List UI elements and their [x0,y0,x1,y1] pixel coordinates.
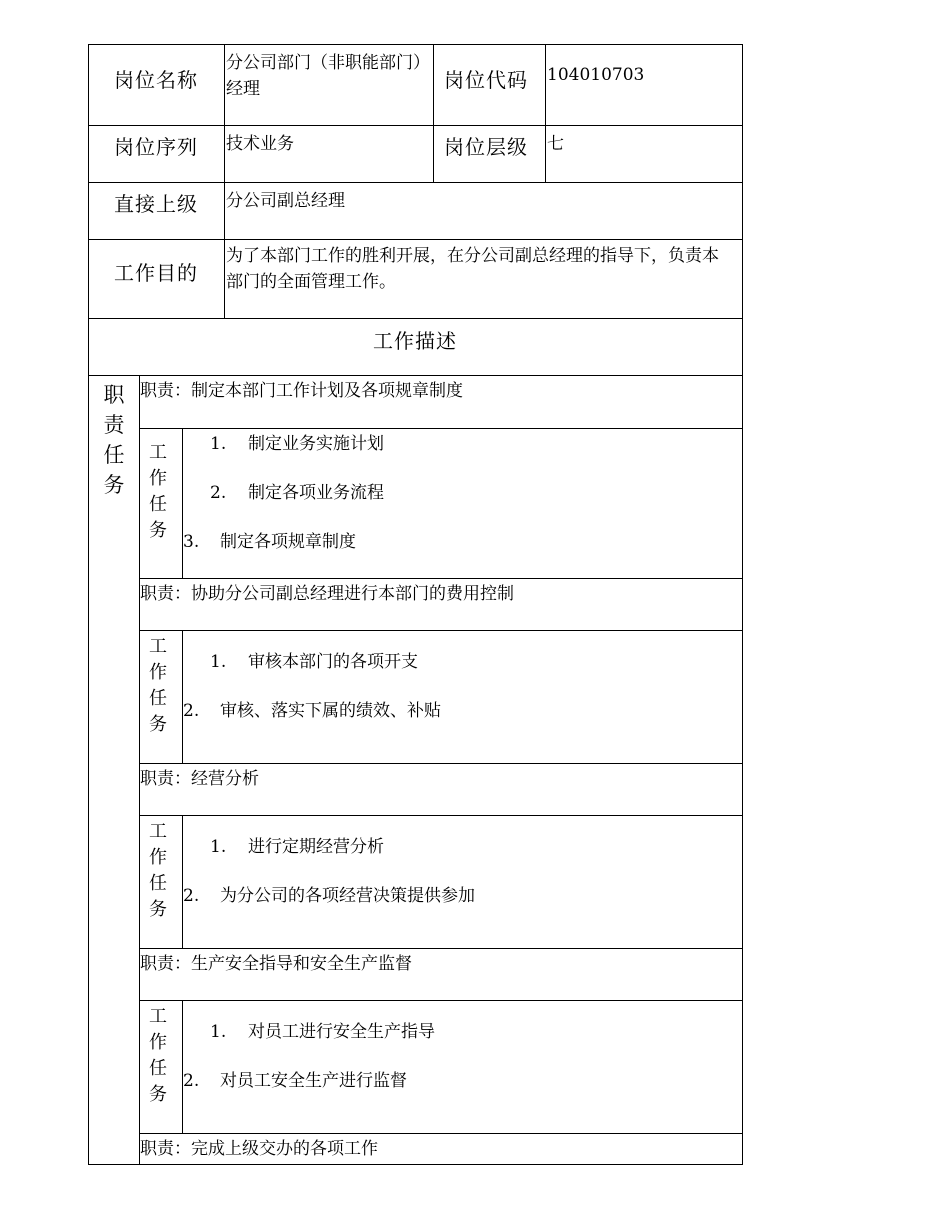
col-divider [182,630,183,764]
task-text: 进行定期经营分析 [248,837,384,857]
task-number: 3. [183,532,200,552]
task-text: 审核本部门的各项开支 [248,652,418,672]
purpose-label: 工作目的 [114,261,198,285]
task-text: 审核、落实下属的绩效、补贴 [220,701,441,721]
task-number: 1. [210,652,227,672]
task-number: 1. [210,1022,227,1042]
position-code-label: 岗位代码 [444,68,528,92]
row-divider [88,182,743,183]
superior-label: 直接上级 [114,192,198,216]
position-code-value: 104010703 [547,65,645,85]
duty-title: 职责：生产安全指导和安全生产监督 [140,954,412,974]
side-label: 职责任务 [103,383,125,497]
task-text: 制定各项规章制度 [220,532,356,552]
superior-value: 分公司副总经理 [226,191,345,211]
row-divider [139,763,743,764]
task-number: 2. [210,483,227,503]
row-divider [139,948,743,949]
task-text: 为分公司的各项经营决策提供参加 [220,886,475,906]
row-divider [88,239,743,240]
table-border-bottom [88,1164,743,1165]
row-divider [139,428,743,429]
row-divider [139,1000,743,1001]
col-divider [545,44,546,183]
row-divider [139,1133,743,1134]
task-label: 工作任务 [149,636,167,735]
task-text: 对员工安全生产进行监督 [220,1071,407,1091]
task-label: 工作任务 [149,442,167,541]
row-divider [139,815,743,816]
duty-title: 职责：协助分公司副总经理进行本部门的费用控制 [140,584,514,604]
duty-title: 职责：完成上级交办的各项工作 [140,1139,378,1159]
sequence-label: 岗位序列 [114,135,198,159]
col-divider [224,44,225,319]
task-number: 1. [210,434,227,454]
table-border-right [742,44,743,1165]
duty-title: 职责：经营分析 [140,769,259,789]
table-border-top [88,44,743,45]
table-border-left [88,44,89,1165]
task-label: 工作任务 [149,1006,167,1105]
col-divider [182,428,183,579]
purpose-value: 为了本部门工作的胜利开展，在分公司副总经理的指导下，负责本部门的全面管理工作。 [226,246,719,292]
position-name-value: 分公司部门（非职能部门）经理 [226,53,422,99]
col-divider [182,815,183,949]
col-divider [433,44,434,183]
task-number: 1. [210,837,227,857]
task-text: 对员工进行安全生产指导 [248,1022,435,1042]
task-text: 制定各项业务流程 [248,483,384,503]
task-label: 工作任务 [149,821,167,920]
task-number: 2. [183,886,200,906]
section-title: 工作描述 [373,329,457,353]
task-text: 制定业务实施计划 [248,434,384,454]
row-divider [88,125,743,126]
col-divider [182,1000,183,1134]
position-name-label: 岗位名称 [114,68,198,92]
duty-title: 职责：制定本部门工作计划及各项规章制度 [140,381,463,401]
level-value: 七 [547,134,564,154]
level-label: 岗位层级 [444,135,528,159]
task-number: 2. [183,701,200,721]
row-divider [88,375,743,376]
row-divider [139,630,743,631]
row-divider [139,578,743,579]
task-number: 2. [183,1071,200,1091]
row-divider [88,318,743,319]
sequence-value: 技术业务 [226,134,294,154]
